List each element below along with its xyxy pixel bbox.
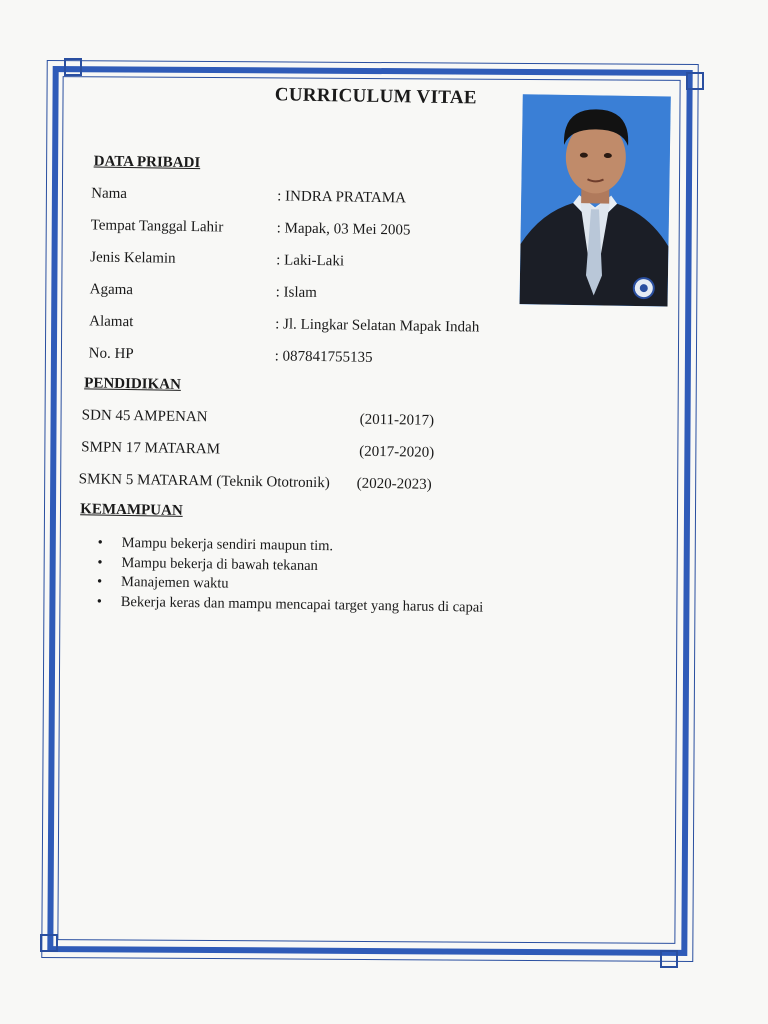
- education-school: SDN 45 AMPENAN: [81, 407, 208, 426]
- bullet-icon: •: [97, 534, 103, 551]
- skill-text: Mampu bekerja sendiri maupun tim.: [121, 534, 334, 555]
- portrait-photo: [520, 94, 671, 306]
- skills-list: [97, 534, 485, 618]
- page-title: CURRICULUM VITAE: [274, 84, 477, 109]
- skill-text: Manajemen waktu: [120, 573, 229, 592]
- education-years: (2017-2020): [359, 443, 435, 461]
- skill-text: Mampu bekerja di bawah tekanan: [121, 554, 319, 574]
- skill-text: Bekerja keras dan mampu mencapai target yang harus di capai: [120, 593, 484, 616]
- education-school: SMKN 5 MATARAM (Teknik Ototronik): [78, 471, 330, 492]
- personal-value: : Laki-Laki: [276, 252, 345, 270]
- personal-label: Tempat Tanggal Lahir: [90, 217, 224, 236]
- heading-pendidikan: PENDIDIKAN: [84, 375, 182, 393]
- personal-value: : Jl. Lingkar Selatan Mapak Indah: [275, 316, 480, 336]
- personal-label: No. HP: [88, 345, 134, 363]
- personal-value: : 087841755135: [274, 348, 373, 366]
- education-years: (2020-2023): [356, 475, 432, 493]
- personal-label: Agama: [89, 281, 134, 299]
- education-years: (2011-2017): [359, 411, 435, 429]
- portrait-illustration: [520, 94, 671, 306]
- bullet-icon: •: [96, 593, 103, 610]
- personal-value: : Mapak, 03 Mei 2005: [276, 220, 411, 239]
- personal-label: Nama: [91, 185, 128, 203]
- education-school: SMPN 17 MATARAM: [81, 439, 221, 458]
- personal-value: : INDRA PRATAMA: [277, 188, 407, 207]
- heading-kemampuan: KEMAMPUAN: [80, 501, 183, 519]
- heading-data-pribadi: DATA PRIBADI: [93, 153, 201, 172]
- personal-label: Jenis Kelamin: [90, 249, 176, 267]
- bullet-icon: •: [96, 573, 103, 590]
- bullet-icon: •: [97, 554, 103, 571]
- personal-label: Alamat: [89, 313, 134, 331]
- personal-value: : Islam: [275, 284, 318, 301]
